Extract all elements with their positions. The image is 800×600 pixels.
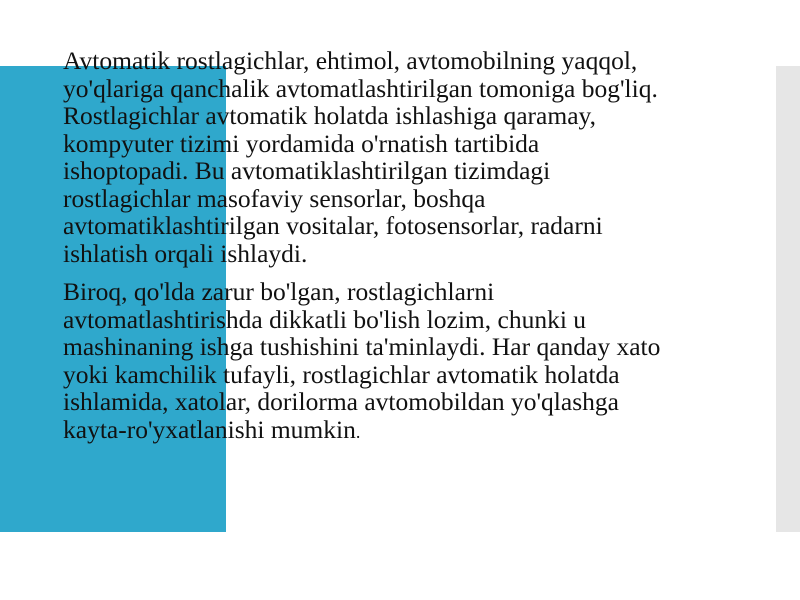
text-line: ishlatish orqali ishlaydi. xyxy=(63,238,308,268)
text-line: kompyuter tizimi yordamida o'rnatish tartibida xyxy=(63,128,540,158)
paragraph-1 xyxy=(63,47,763,267)
text-line: mashinaning ishga tushishini ta'minlaydi. Har qanday xato xyxy=(63,332,661,361)
trailing-period: . xyxy=(355,421,361,442)
text-line: Rostlagichlar avtomatik holatda ishlashiga qaramay, xyxy=(63,101,596,130)
text-line: yoki kamchilik tufayli, rostlagichlar avtomatik holatda xyxy=(63,359,620,389)
text-line: rostlagichlar masofaviy sensorlar, boshqa xyxy=(63,183,486,213)
side-bar xyxy=(776,66,800,532)
text-line: yo'qlariga qanchalik avtomatlashtirilgan tomoniga bog'liq. xyxy=(63,73,658,103)
text-body xyxy=(63,47,763,446)
text-line: kayta-ro'yxatlanishi mumkin xyxy=(63,414,356,444)
text-line: Biroq, qo'lda zarur bo'lgan, rostlagichlarni xyxy=(63,277,495,306)
text-line: avtomatlashtirishda dikkatli bo'lish lozim, chunki u xyxy=(63,304,587,334)
text-line: ishoptopadi. Bu avtomatiklashtirilgan tizimdagi xyxy=(63,156,551,185)
text-line: avtomatiklashtirilgan vositalar, fotosensorlar, radarni xyxy=(63,211,603,240)
text-line: ishlamida, xatolar, dorilorma avtomobildan yo'qlashga xyxy=(63,387,619,416)
text-line: Avtomatik rostlagichlar, ehtimol, avtomobilning yaqqol, xyxy=(63,46,638,75)
paragraph-2 xyxy=(63,278,763,446)
